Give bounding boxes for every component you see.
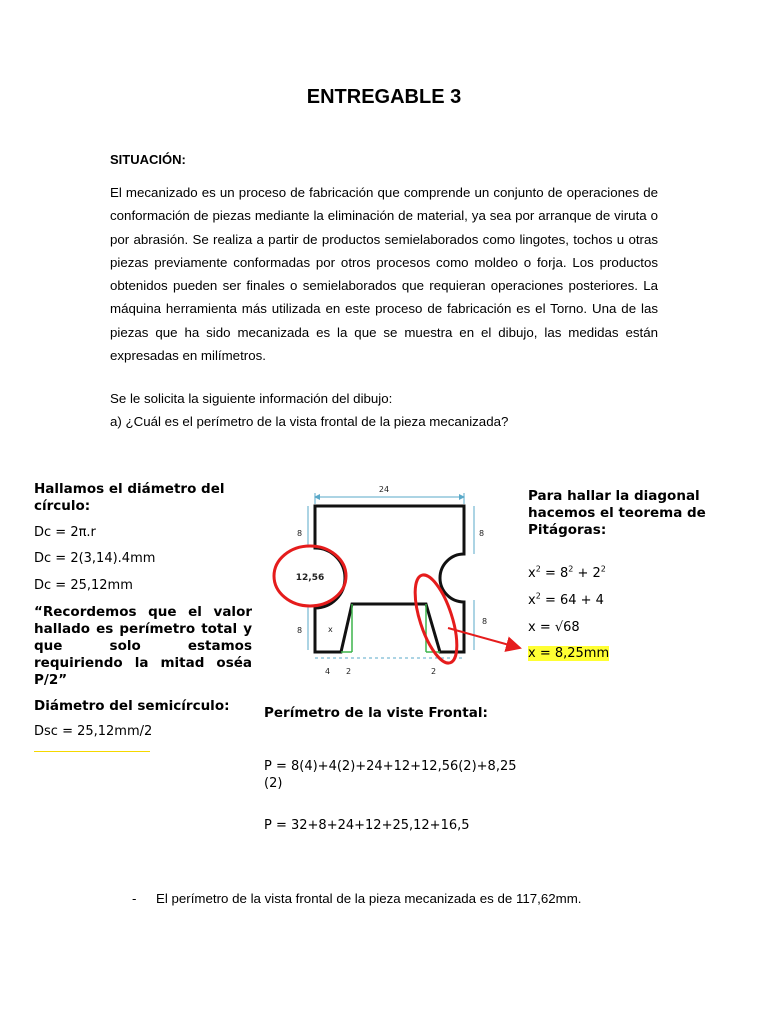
perimeter-sum: P = 32+8+24+12+25,12+16,5 — [264, 818, 470, 833]
situacion-label: SITUACIÓN: — [110, 152, 186, 167]
list-dash: - — [132, 891, 137, 906]
dc-result: Dc = 25,12mm — [34, 578, 133, 593]
red-arrow — [448, 628, 520, 648]
semicircle-value: Dsc = 25,12mm/2 — [34, 724, 153, 739]
piece-front-view-figure — [268, 478, 528, 688]
request-line: Se le solicita la siguiente información del dibujo: — [110, 391, 393, 406]
pythagoras-heading: Para hallar la diagonal hacemos el teorema de Pitágoras: — [528, 488, 706, 538]
perimeter-formula: P = 8(4)+4(2)+24+12+12,56(2)+8,25(2) — [264, 759, 517, 791]
eq-squares: $x^2 = 8^2 + 2^2$ — [528, 564, 606, 581]
dim-left-upper-label: 8 — [297, 529, 303, 538]
conclusion-item — [132, 891, 581, 906]
x-label: x — [328, 625, 333, 634]
conclusion-text: El perímetro de la vista frontal de la pieza mecanizada es de 117,62mm. — [156, 891, 582, 906]
bottom-2a-label: 2 — [346, 667, 352, 676]
dim-right-upper-label: 8 — [479, 529, 485, 538]
dimension-lines — [308, 493, 474, 658]
circle-label: 12,56 — [295, 573, 325, 583]
dim-left-lower-label: 8 — [297, 626, 303, 635]
semicircle-heading: Diámetro del semicírculo: — [34, 698, 230, 714]
circle-diameter-heading: Hallamos el diámetro del círculo: — [34, 481, 225, 514]
quote-note: “Recordemos que el valor hallado es perímetro total y que solo estamos requiriendo la mitad oséa P/2” — [34, 604, 252, 688]
eq-result — [528, 646, 609, 661]
dc-substitution: Dc = 2(3,14).4mm — [34, 551, 156, 566]
dc-formula: Dc = 2π.r — [34, 525, 96, 540]
eq-root: x = √68 — [528, 620, 580, 635]
highlighted-result: x = 8,25mm — [528, 646, 610, 661]
left-column — [34, 481, 252, 739]
eq-sum: $x^2 = 64 + 4$ — [528, 591, 604, 608]
question-a: a) ¿Cuál es el perímetro de la vista frontal de la pieza mecanizada? — [110, 414, 509, 429]
right-column — [528, 488, 708, 661]
diagonal-highlight — [407, 570, 466, 667]
piece-outline — [315, 506, 464, 652]
dim-right-lower-label: 8 — [482, 617, 488, 626]
highlight-underline — [34, 751, 150, 752]
bottom-2b-label: 2 — [431, 667, 437, 676]
situation-paragraph: El mecanizado es un proceso de fabricación que comprende un conjunto de operaciones de conformación de piezas mediante la eliminación de material, ya sea por arranque de viruta o por abrasión. Se realiza a partir de productos semielaborados como lingotes, tochos u otras piezas previamente conformadas por otros procesos como moldeo o forja. Los productos obtenidos pueden ser finales o semielaborados que requieran operaciones posteriores. La máquina herramienta más utilizada en este proceso de fabricación es el Torno. Una de las piezas que ha sido mecanizada es la que se muestra en el dibujo, las medidas están expresadas en milímetros. — [110, 185, 658, 364]
bottom-4-label: 4 — [325, 667, 331, 676]
helper-lines — [341, 604, 440, 652]
page-title: ENTREGABLE 3 — [306, 86, 462, 108]
dim-top-label: 24 — [378, 485, 390, 494]
perimeter-heading: Perímetro de la viste Frontal: — [264, 705, 488, 721]
